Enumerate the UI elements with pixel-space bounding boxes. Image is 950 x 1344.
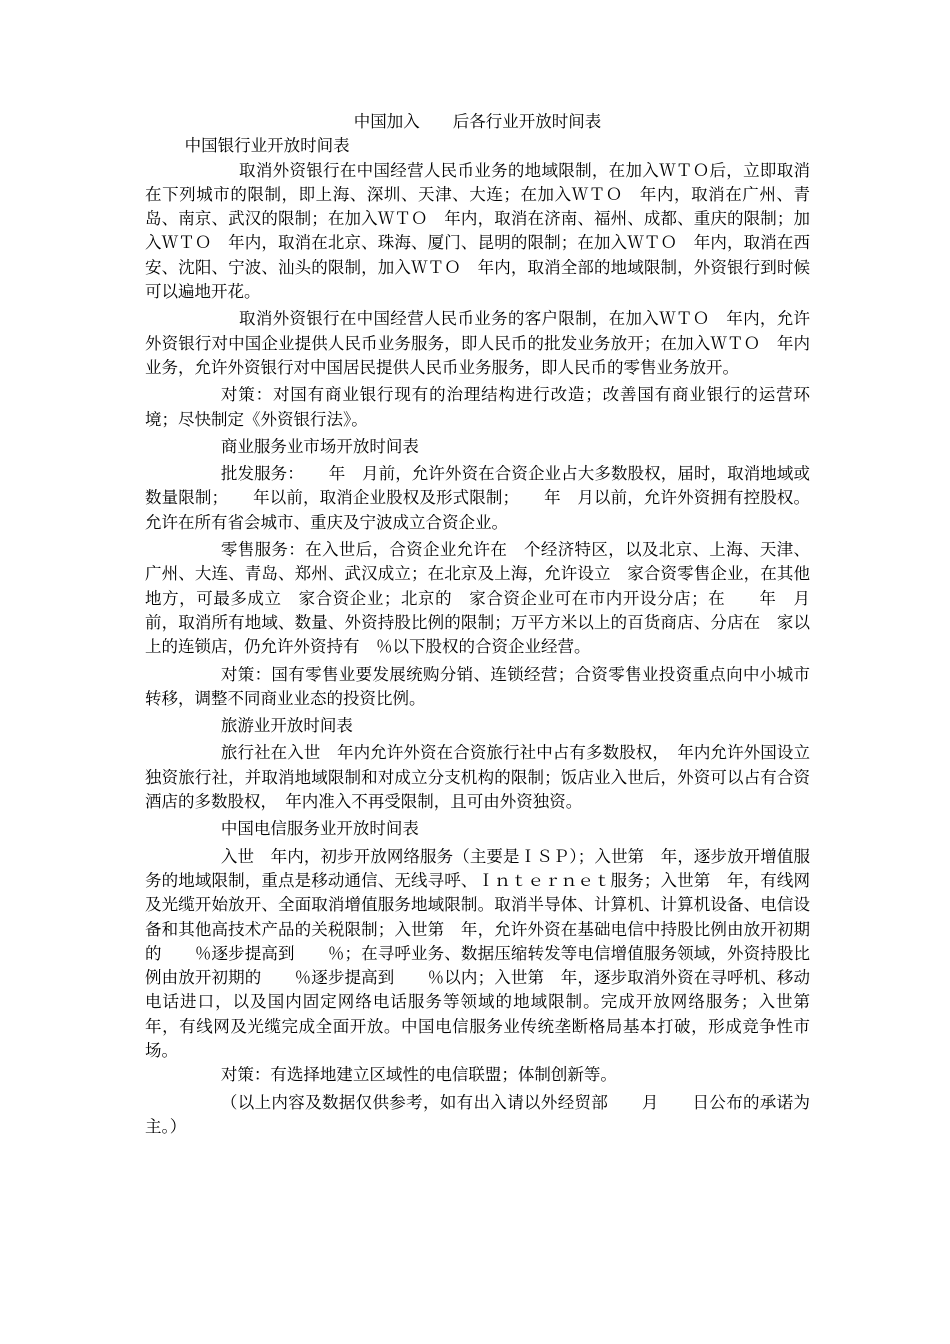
telecom-strategy: 对策：有选择地建立区域性的电信联盟；体制创新等。	[220, 1065, 617, 1085]
telecom-heading: 中国电信服务业开放时间表	[220, 819, 419, 839]
banking-paragraph-2: 取消外资银行在中国经营人民币业务的客户限制，在加入ＷＴＯ 年内，允许外资银行对中国企业提供人民币业务服务，即人民币的批发业务放开；在加入ＷＴＯ 年内业务，允许外资银行对中国居民提供人民币业务服务，即人民币的零售业务放开。	[145, 309, 810, 377]
disclaimer-note: （以上内容及数据仅供参考，如有出入请以外经贸部 月 日公布的承诺为主。）	[145, 1092, 810, 1136]
telecom-paragraph: 入世 年内，初步开放网络服务（主要是ＩＳＰ）；入世第 年，逐步放开增值服务的地域限制，重点是移动通信、无线寻呼、Ｉｎｔｅｒｎｅｔ服务；入世第 年，有线网及光缆开始放开、全面取消增值服务地域限制。取消半导体、计算机、计算机设备、电信设备和其他高技术产品的关税限制；入世第 年，允许外资在基础电信中持股比例由放开初期的 ％逐步提高到 ％；在寻呼业务、数据压缩转发等电信增值服务领域，外资持股比例由放开初期的 ％逐步提高到 ％以内；入世第 年，逐步取消外资在寻呼机、移动电话进口，以及国内固定网络电话服务等领域的地域限制。完成开放网络服务；入世第 年，有线网及光缆完成全面开放。中国电信服务业传统垄断格局基本打破，形成竞争性市场。	[145, 846, 827, 1060]
commerce-retail: 零售服务：在入世后，合资企业允许在 个经济特区，以及北京、上海、天津、广州、大连、青岛、郑州、武汉成立；在北京及上海，允许设立 家合资零售企业，在其他地方，可最多成立 家合资企业；北京的 家合资企业可在市内开设分店；在 年 月前，取消所有地域、数量、外资持股比例的限制；万平方米以上的百货商店、分店在 家以上的连锁店，仍允许外资持有 ％以下股权的合资企业经营。	[145, 540, 810, 657]
document-title: 中国加入 后各行业开放时间表	[353, 112, 602, 131]
commerce-wholesale: 批发服务： 年 月前，允许外资在合资企业占大多数股权，届时，取消地域或数量限制； 年以前，取消企业股权及形式限制； 年 月以前，允许外资拥有控股权。允许在所有省会城市、重庆及宁波成立合资企业。	[145, 464, 810, 532]
tourism-heading: 旅游业开放时间表	[220, 716, 353, 736]
commerce-heading: 商业服务业市场开放时间表	[220, 436, 419, 456]
banking-paragraph-1: 取消外资银行在中国经营人民币业务的地域限制，在加入ＷＴＯ后，立即取消在下列城市的限制，即上海、深圳、天津、大连；在加入ＷＴＯ 年内，取消在广州、青岛、南京、武汉的限制；在加入ＷＴＯ 年内，取消在济南、福州、成都、重庆的限制；加入ＷＴＯ 年内，取消在北京、珠海、厦门、昆明的限制；在加入ＷＴＯ 年内，取消在西安、沈阳、宁波、汕头的限制，加入ＷＴＯ 年内，取消全部的地域限制，外资银行到时候可以遍地开花。	[145, 160, 810, 302]
banking-heading: 中国银行业开放时间表	[184, 136, 350, 156]
tourism-paragraph: 旅行社在入世 年内允许外资在合资旅行社中占有多数股权， 年内允许外国设立独资旅行社，并取消地域限制和对成立分支机构的限制；饭店业入世后，外资可以占有合资酒店的多数股权， 年内准入不再受限制，且可由外资独资。	[145, 743, 810, 812]
banking-strategy: 对策：对国有商业银行现有的治理结构进行改造；改善国有商业银行的运营环境；尽快制定《外资银行法》。	[145, 385, 810, 429]
commerce-strategy: 对策：国有零售业要发展统购分销、连锁经营；合资零售业投资重点向中小城市转移，调整不同商业业态的投资比例。	[145, 664, 810, 708]
document-page	[145, 110, 827, 1139]
